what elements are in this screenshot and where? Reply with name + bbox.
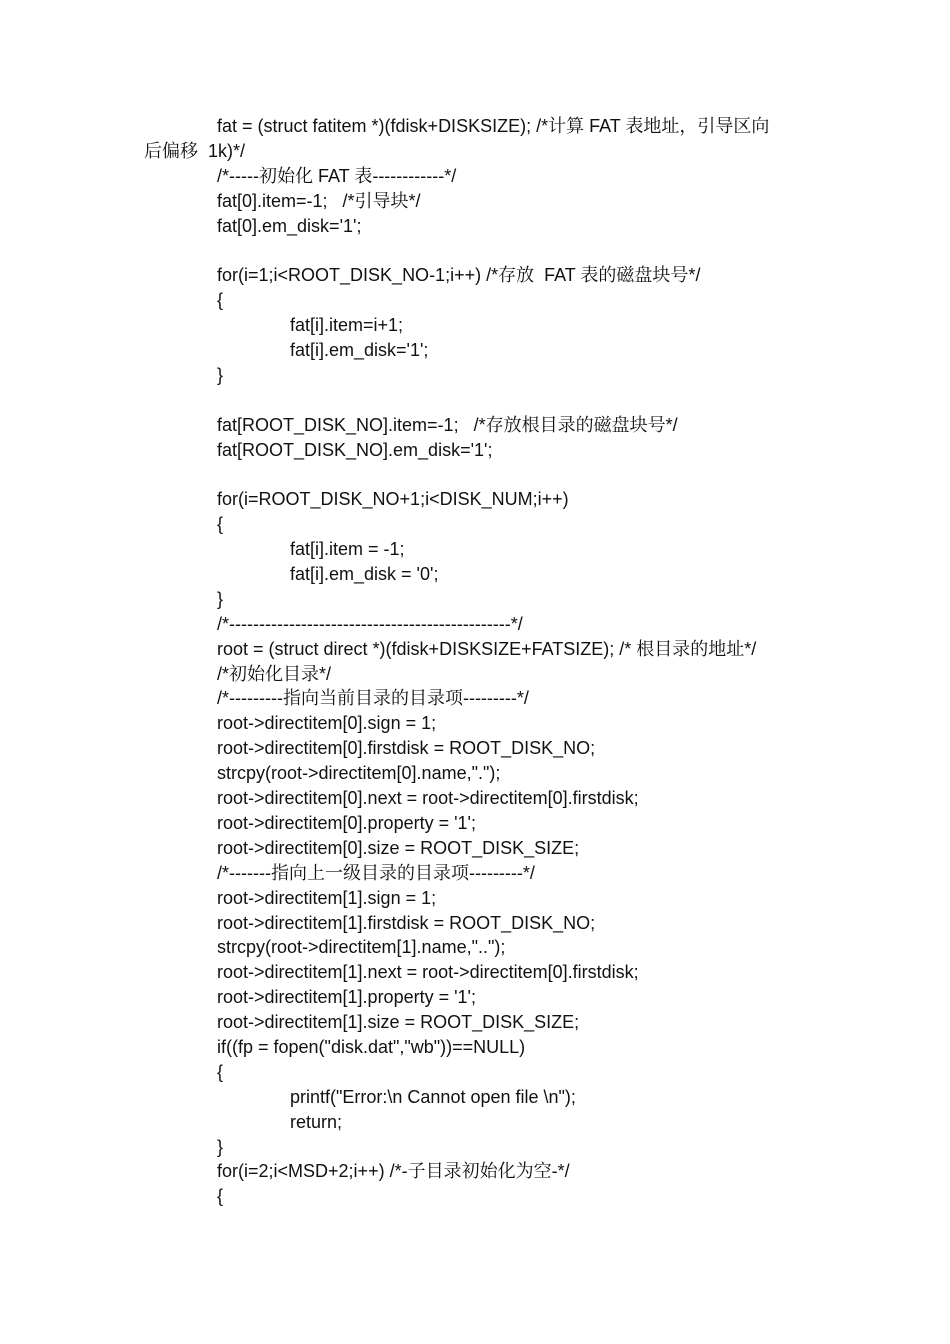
code-line	[0, 164, 950, 189]
code-line-text: /*初始化目录*/	[217, 663, 332, 684]
code-line	[0, 263, 950, 288]
blank-line	[0, 388, 950, 413]
code-line-text: for(i=1;i<ROOT_DISK_NO-1;i++) /*存放 FAT 表的磁盘块号*/	[217, 265, 701, 286]
code-line-text: fat[i].em_disk = '0';	[290, 564, 439, 585]
code-line	[0, 189, 950, 214]
code-line-text: root->directitem[0].property = '1';	[217, 812, 476, 833]
code-line	[0, 1085, 950, 1110]
code-line-text: strcpy(root->directitem[1].name,"..");	[217, 937, 506, 958]
code-line	[0, 1010, 950, 1035]
code-line	[0, 911, 950, 936]
code-line	[0, 1184, 950, 1209]
code-line	[0, 1035, 950, 1060]
code-line	[0, 537, 950, 562]
code-line-text: strcpy(root->directitem[0].name,".");	[217, 763, 501, 784]
code-line-text: root = (struct direct *)(fdisk+DISKSIZE+FATSIZE); /* 根目录的地址*/	[217, 638, 757, 659]
code-line	[0, 288, 950, 313]
code-line-text: root->directitem[0].firstdisk = ROOT_DISK_NO;	[217, 738, 596, 759]
code-line	[0, 1110, 950, 1135]
code-line	[0, 711, 950, 736]
code-line	[0, 662, 950, 687]
code-line-text: root->directitem[1].firstdisk = ROOT_DISK_NO;	[217, 912, 596, 933]
code-line	[0, 487, 950, 512]
code-line-text: root->directitem[1].size = ROOT_DISK_SIZE;	[217, 1012, 580, 1033]
code-line-text: /*-----初始化 FAT 表------------*/	[217, 165, 457, 186]
code-line	[0, 761, 950, 786]
code-line	[0, 438, 950, 463]
code-line-text: for(i=ROOT_DISK_NO+1;i<DISK_NUM;i++)	[217, 489, 569, 510]
code-line-text: fat[i].item=i+1;	[290, 315, 404, 336]
code-line	[0, 786, 950, 811]
code-line	[0, 363, 950, 388]
code-line	[0, 114, 950, 139]
code-line	[0, 139, 950, 164]
code-line-text: root->directitem[0].sign = 1;	[217, 713, 437, 734]
code-line-text: root->directitem[0].size = ROOT_DISK_SIZE;	[217, 837, 580, 858]
code-line	[0, 886, 950, 911]
code-line-text: /*-----------------------------------------------*/	[217, 613, 523, 634]
code-line-text: root->directitem[0].next = root->directitem[0].firstdisk;	[217, 788, 639, 809]
code-line	[0, 587, 950, 612]
code-line-text: fat[i].em_disk='1';	[290, 340, 429, 361]
code-line	[0, 562, 950, 587]
code-line-text: fat[i].item = -1;	[290, 539, 405, 560]
code-line	[0, 861, 950, 886]
code-line	[0, 736, 950, 761]
code-line-text: if((fp = fopen("disk.dat","wb"))==NULL)	[217, 1036, 526, 1057]
code-line-text: root->directitem[1].sign = 1;	[217, 887, 437, 908]
code-line-text: root->directitem[1].next = root->directitem[0].firstdisk;	[217, 962, 639, 983]
code-line-text: /*---------指向当前目录的目录项---------*/	[217, 688, 529, 709]
code-line-text: }	[217, 588, 224, 609]
code-line	[0, 985, 950, 1010]
code-line-text: fat = (struct fatitem *)(fdisk+DISKSIZE); /*计算 FAT 表地址，引导区向	[217, 116, 770, 136]
code-line	[0, 612, 950, 637]
code-line-text: fat[0].item=-1; /*引导块*/	[217, 190, 421, 211]
code-line-text: fat[ROOT_DISK_NO].em_disk='1';	[217, 439, 493, 460]
code-listing	[0, 114, 950, 1209]
code-line	[0, 811, 950, 836]
code-line-text: {	[217, 290, 224, 311]
code-line	[0, 313, 950, 338]
code-line-text: /*-------指向上一级目录的目录项---------*/	[217, 862, 535, 883]
code-line-text: return;	[290, 1111, 343, 1132]
blank-line	[0, 462, 950, 487]
code-line-text: {	[217, 1061, 224, 1082]
code-line-text: }	[217, 1136, 224, 1157]
code-line-text: }	[217, 364, 224, 385]
code-line	[0, 1135, 950, 1160]
code-line-text: fat[ROOT_DISK_NO].item=-1; /*存放根目录的磁盘块号*/	[217, 414, 678, 435]
code-line	[0, 836, 950, 861]
code-line-text: {	[217, 514, 224, 535]
code-line	[0, 1159, 950, 1184]
code-line	[0, 935, 950, 960]
code-line-text: {	[217, 1186, 224, 1207]
code-line	[0, 413, 950, 438]
code-line	[0, 338, 950, 363]
code-line-text: 后偏移 1k)*/	[144, 140, 246, 161]
code-line	[0, 686, 950, 711]
code-line	[0, 960, 950, 985]
code-line	[0, 512, 950, 537]
code-line-text: for(i=2;i<MSD+2;i++) /*-子目录初始化为空-*/	[217, 1161, 570, 1182]
code-line	[0, 1060, 950, 1085]
code-line	[0, 637, 950, 662]
code-line-text: fat[0].em_disk='1';	[217, 215, 362, 236]
code-line-text: root->directitem[1].property = '1';	[217, 987, 476, 1008]
blank-line	[0, 238, 950, 263]
code-line-text: printf("Error:\n Cannot open file \n");	[290, 1086, 576, 1107]
code-line	[0, 214, 950, 239]
